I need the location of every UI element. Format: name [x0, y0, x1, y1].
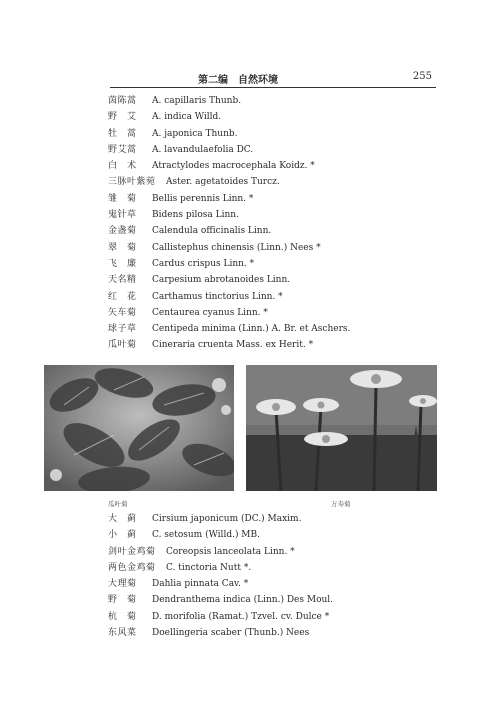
- list-item: [108, 158, 448, 174]
- caption-cineraria: 瓜叶菊: [108, 500, 128, 508]
- chinese-name: 大理菊: [108, 579, 137, 590]
- latin-name: A. capillaris Thunb.: [152, 96, 242, 106]
- chinese-name: 雏 菊: [108, 193, 137, 204]
- latin-name: Coreopsis lanceolata Linn. *: [166, 546, 295, 557]
- chinese-name: 东风菜: [108, 628, 137, 639]
- section-title: 第二编 自然环境: [198, 75, 278, 86]
- latin-name: Dendranthema indica (Linn.) Des Moul.: [152, 595, 334, 606]
- page-number: 255: [412, 71, 432, 82]
- list-item: [108, 337, 448, 353]
- list-item: [108, 240, 448, 256]
- latin-name: Bellis perennis Linn. *: [152, 193, 254, 204]
- chinese-name: 野艾蒿: [108, 144, 137, 155]
- latin-name: Callistephus chinensis (Linn.) Nees *: [152, 242, 321, 253]
- list-item: [108, 305, 448, 321]
- cineraria-illustration: [44, 365, 234, 491]
- chinese-name: 天名精: [108, 275, 137, 286]
- list-item: [108, 289, 448, 305]
- list-item: [108, 544, 448, 560]
- chinese-name: 飞 廉: [108, 258, 137, 269]
- latin-name: Dahlia pinnata Cav. *: [152, 579, 249, 590]
- chinese-name: 两色金鸡菊: [108, 562, 156, 573]
- latin-name: Cardus crispus Linn. *: [152, 258, 255, 269]
- latin-name: Calendula officinalis Linn.: [152, 226, 272, 237]
- chinese-name: 球子草: [108, 324, 137, 335]
- list-item: [108, 191, 448, 207]
- list-item: [108, 223, 448, 239]
- latin-name: Doellingeria scaber (Thunb.) Nees: [152, 628, 310, 639]
- list-item: [108, 560, 448, 576]
- marigold-photo: [246, 365, 437, 491]
- list-item: [108, 527, 448, 543]
- chinese-name: 翠 菊: [108, 242, 137, 253]
- list-item: [108, 142, 448, 158]
- species-list-top: [108, 93, 448, 354]
- latin-name: Carthamus tinctorius Linn. *: [152, 291, 283, 302]
- latin-name: Cineraria cruenta Mass. ex Herit. *: [152, 340, 314, 351]
- list-item: [108, 256, 448, 272]
- header-rule: [110, 87, 436, 88]
- caption-marigold: 万寿菊: [331, 500, 351, 508]
- list-item: [108, 207, 448, 223]
- list-item: [108, 511, 448, 527]
- chinese-name: 金盏菊: [108, 226, 137, 237]
- list-item: [108, 609, 448, 625]
- list-item: [108, 272, 448, 288]
- chinese-name: 牡 蒿: [108, 128, 137, 139]
- list-item: [108, 93, 448, 109]
- chinese-name: 瓜叶菊: [108, 340, 137, 351]
- chinese-name: 野 菊: [108, 595, 137, 606]
- chinese-name: 剑叶金鸡菊: [108, 546, 156, 557]
- chinese-name: 白 术: [108, 161, 137, 172]
- latin-name: Centipeda minima (Linn.) A. Br. et Aschers.: [152, 324, 351, 335]
- list-item: [108, 625, 448, 641]
- latin-name: D. morifolia (Ramat.) Tzvel. cv. Dulce *: [152, 611, 330, 622]
- latin-name: Carpesium abrotanoides Linn.: [152, 275, 291, 286]
- latin-name: C. setosum (Willd.) MB.: [152, 530, 260, 541]
- latin-name: C. tinctoria Nutt *.: [166, 562, 252, 573]
- chinese-name: 杭 菊: [108, 611, 137, 622]
- list-item: [108, 592, 448, 608]
- chinese-name: 红 花: [108, 291, 137, 302]
- list-item: [108, 126, 448, 142]
- chinese-name: 鬼针草: [108, 210, 137, 221]
- latin-name: Centaurea cyanus Linn. *: [152, 307, 268, 318]
- chinese-name: 小 蓟: [108, 530, 137, 541]
- running-header: [110, 70, 436, 86]
- latin-name: A. japonica Thunb.: [152, 128, 238, 139]
- latin-name: Aster. agetatoides Turcz.: [166, 177, 280, 188]
- list-item: [108, 174, 448, 190]
- latin-name: A. lavandulaefolia DC.: [152, 144, 254, 155]
- chinese-name: 茵陈蒿: [108, 96, 137, 106]
- chinese-name: 野 艾: [108, 112, 137, 123]
- species-list-bottom: [108, 511, 448, 641]
- cineraria-photo: [44, 365, 234, 491]
- latin-name: Bidens pilosa Linn.: [152, 210, 239, 221]
- list-item: [108, 576, 448, 592]
- marigold-illustration: [246, 365, 437, 491]
- list-item: [108, 109, 448, 125]
- latin-name: A. indica Willd.: [152, 112, 222, 123]
- latin-name: Atractylodes macrocephala Koidz. *: [152, 161, 315, 172]
- chinese-name: 大 蓟: [108, 514, 137, 524]
- list-item: [108, 321, 448, 337]
- chinese-name: 三脉叶紫菀: [108, 177, 156, 188]
- latin-name: Cirsium japonicum (DC.) Maxim.: [152, 514, 302, 524]
- chinese-name: 矢车菊: [108, 307, 137, 318]
